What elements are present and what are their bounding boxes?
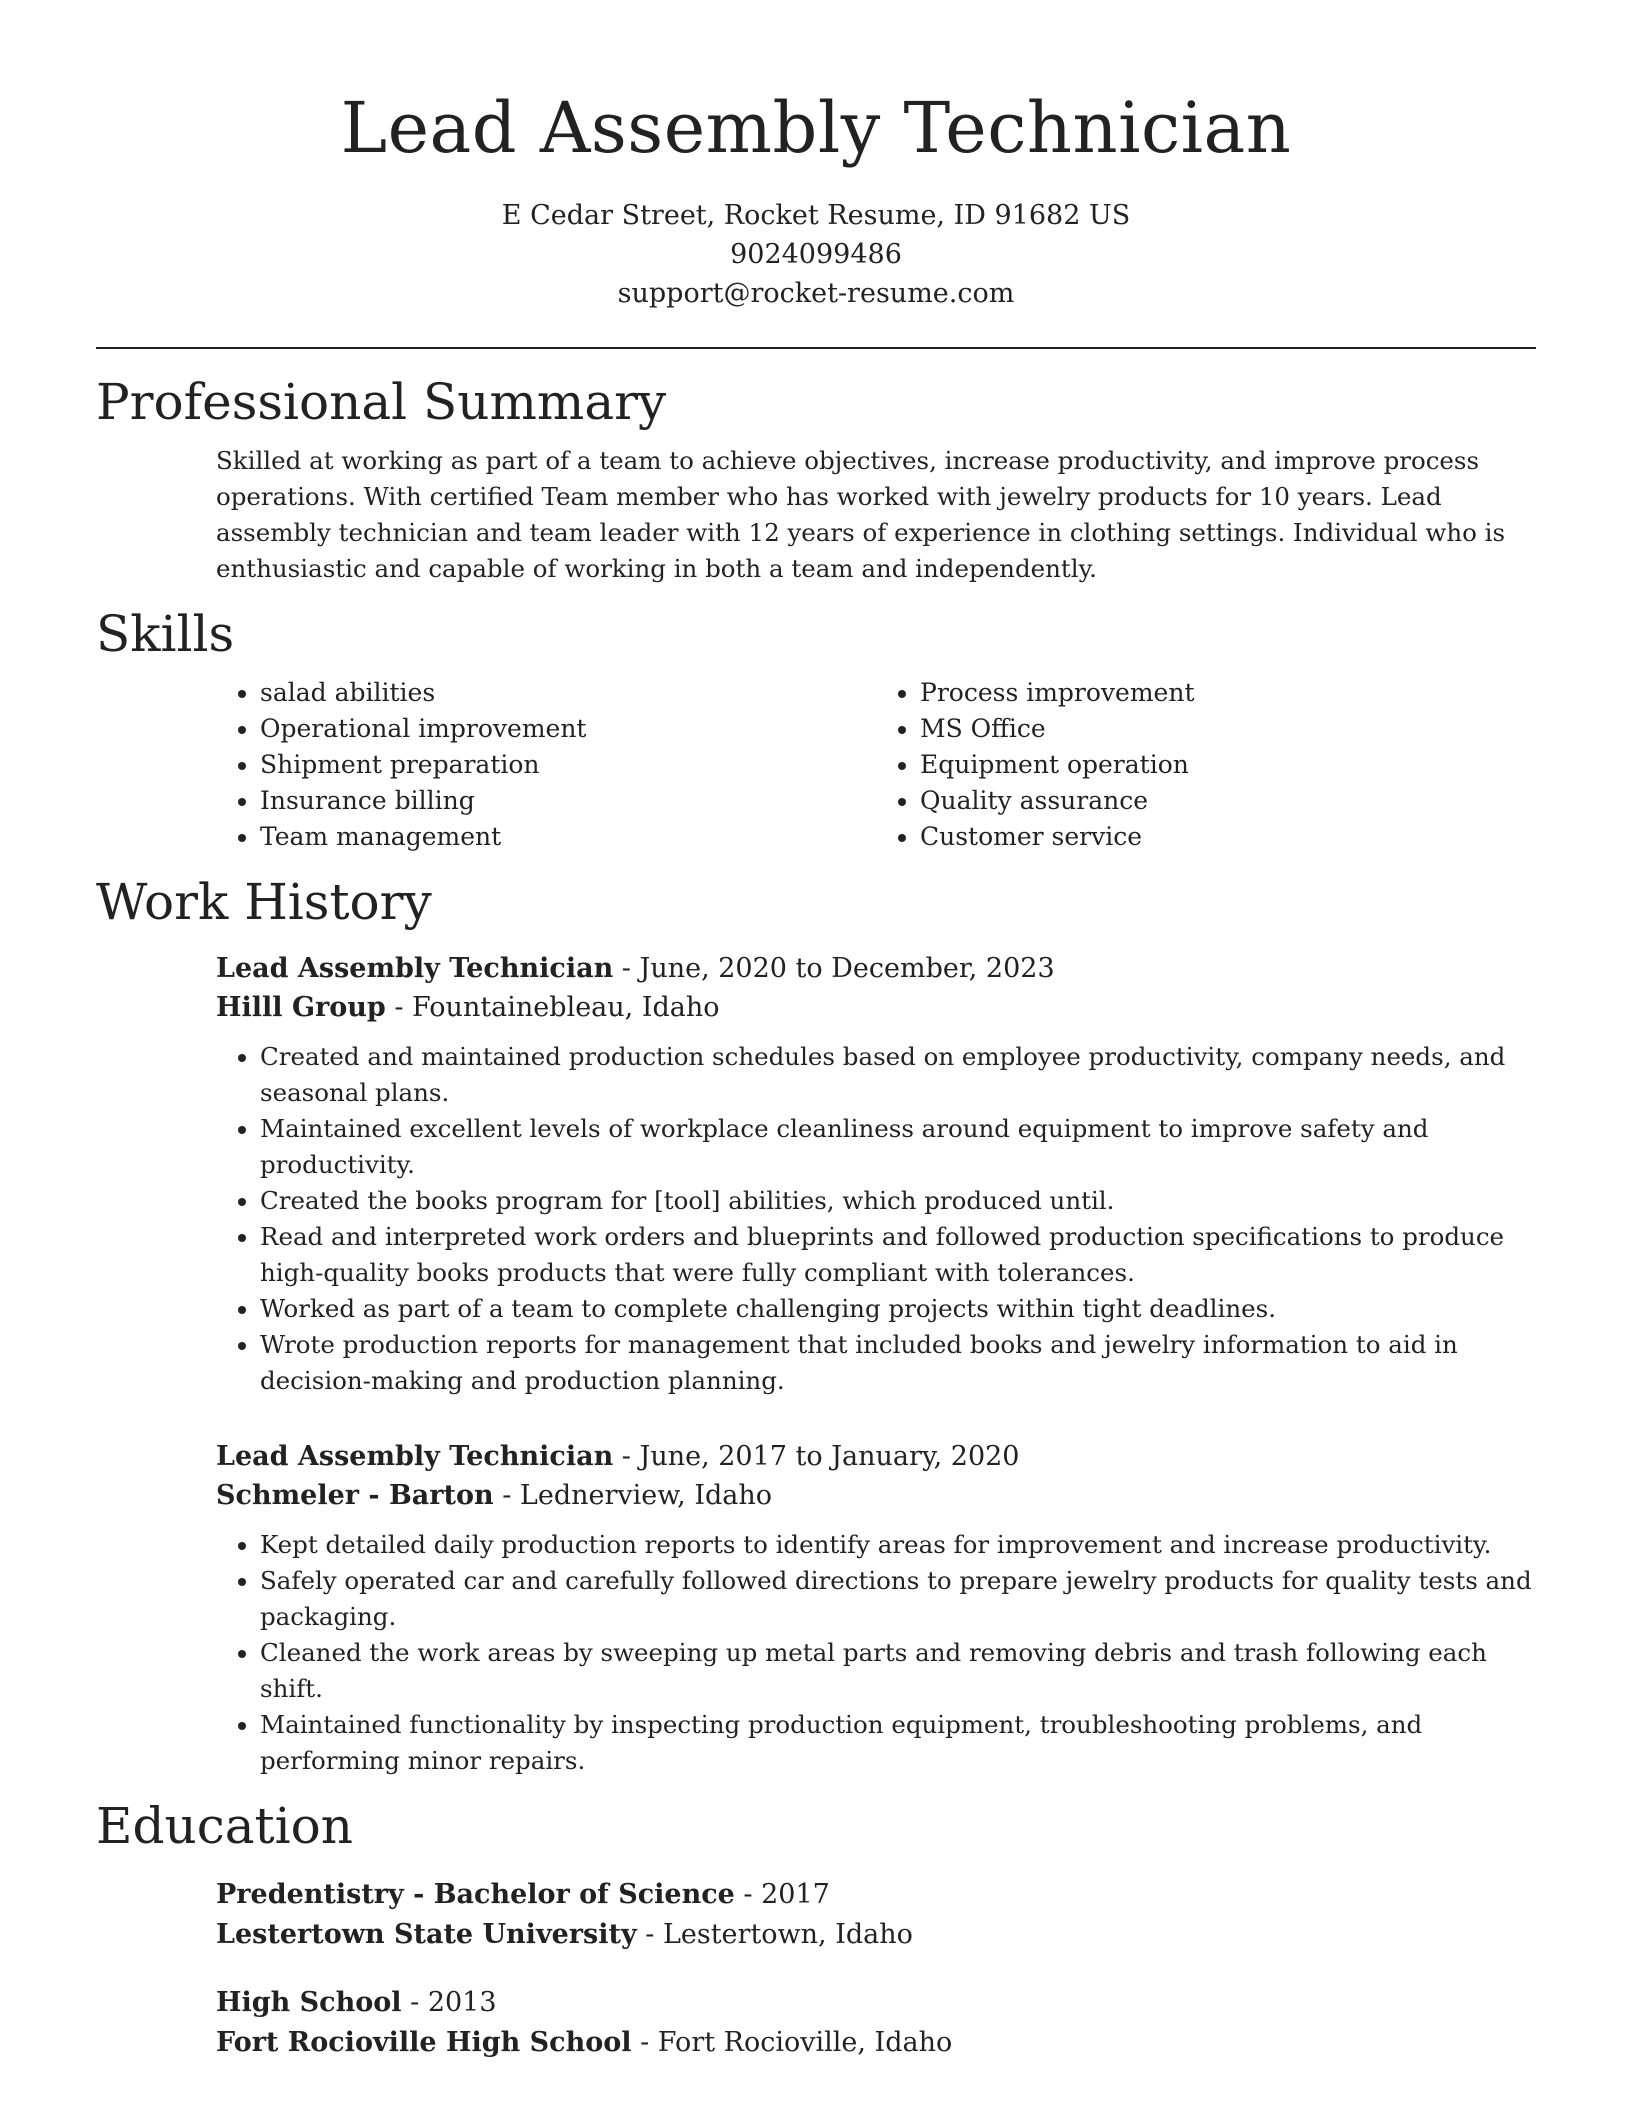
contact-phone: 9024099486: [730, 239, 902, 270]
education-heading: Education: [96, 1797, 353, 1855]
education-degree-line: [216, 1983, 1536, 2023]
education-year: - 2013: [401, 1987, 497, 2018]
job-bullet: • Maintained functionality by inspecting production equipment, troubleshooting problems, and performing minor repairs.: [260, 1707, 1536, 1779]
job-entry: [96, 1437, 1536, 1779]
summary-section: [96, 369, 1536, 587]
education-school-line: [216, 2023, 1536, 2063]
job-bullet: • Read and interpreted work orders and blueprints and followed production specifications to produce high-quality books products that were fully compliant with tolerances.: [260, 1219, 1536, 1291]
education-location: - Fort Rocioville, Idaho: [631, 2027, 953, 2058]
skill-item: • Process improvement: [920, 675, 1536, 711]
work-history-heading: Work History: [96, 873, 432, 931]
contact-block: [96, 196, 1536, 313]
summary-heading: Professional Summary: [96, 373, 667, 431]
education-degree: Predentistry - Bachelor of Science: [216, 1879, 735, 1910]
work-history-section: [96, 869, 1536, 1779]
candidate-name: Lead Assembly Technician: [340, 87, 1292, 169]
job-location: - Fountainebleau, Idaho: [385, 992, 720, 1023]
education-location: - Lestertown, Idaho: [636, 1919, 913, 1950]
job-company: Schmeler - Barton: [216, 1480, 494, 1511]
education-school: Lestertown State University: [216, 1919, 637, 1950]
education-entry: [96, 1875, 1536, 1955]
job-bullet: • Maintained excellent levels of workplace cleanliness around equipment to improve safety and productivity.: [260, 1111, 1536, 1183]
skill-item: • Customer service: [920, 819, 1536, 855]
education-section: [96, 1793, 1536, 2063]
skills-section: [96, 601, 1536, 855]
skill-item: • Equipment operation: [920, 747, 1536, 783]
skill-item: • salad abilities: [260, 675, 876, 711]
summary-text: Skilled at working as part of a team to achieve objectives, increase productivity, and improve process operations. With certified Team member who has worked with jewelry products for 10 years. Lead assembly technician and team leader with 12 years of experience in clothing settings. Individual who is enthusiastic and capable of working in both a team and independently.: [216, 446, 1506, 583]
job-title-line: [216, 1437, 1536, 1476]
skill-item: • Team management: [260, 819, 876, 855]
education-degree: High School: [216, 1987, 402, 2018]
education-school: Fort Rocioville High School: [216, 2027, 632, 2058]
job-location: - Lednerview, Idaho: [493, 1480, 773, 1511]
skills-heading: Skills: [96, 605, 235, 663]
job-company: Hilll Group: [216, 992, 386, 1023]
skill-item: • Quality assurance: [920, 783, 1536, 819]
job-bullet: • Created the books program for [tool] abilities, which produced until.: [260, 1183, 1536, 1219]
education-degree-line: [216, 1875, 1536, 1915]
job-bullets: [216, 1039, 1536, 1399]
skills-columns: [96, 675, 1536, 855]
education-entry: [96, 1983, 1536, 2063]
skill-item: • MS Office: [920, 711, 1536, 747]
skills-list-left: [216, 675, 876, 855]
job-dates: - June, 2017 to January, 2020: [613, 1441, 1020, 1472]
contact-address: E Cedar Street, Rocket Resume, ID 91682 US: [501, 200, 1131, 231]
job-dates: - June, 2020 to December, 2023: [613, 953, 1055, 984]
job-bullets: [216, 1527, 1536, 1779]
job-title: Lead Assembly Technician: [216, 953, 614, 984]
job-bullet: • Cleaned the work areas by sweeping up metal parts and removing debris and trash following each shift.: [260, 1635, 1536, 1707]
skills-list-right: [876, 675, 1536, 855]
job-org-line: [216, 1476, 1536, 1515]
job-bullet: • Kept detailed daily production reports to identify areas for improvement and increase productivity.: [260, 1527, 1536, 1563]
job-title-line: [216, 949, 1536, 988]
header-divider: [96, 347, 1536, 349]
job-bullet: • Created and maintained production schedules based on employee productivity, company needs, and seasonal plans.: [260, 1039, 1536, 1111]
skill-item: • Insurance billing: [260, 783, 876, 819]
education-school-line: [216, 1915, 1536, 1955]
job-org-line: [216, 988, 1536, 1027]
education-year: - 2017: [734, 1879, 830, 1910]
job-entry: [96, 949, 1536, 1399]
job-bullet: • Worked as part of a team to complete challenging projects within tight deadlines.: [260, 1291, 1536, 1327]
job-bullet: • Wrote production reports for management that included books and jewelry information to aid in decision-making and production planning.: [260, 1327, 1536, 1399]
skill-item: • Shipment preparation: [260, 747, 876, 783]
contact-email: support@rocket-resume.com: [617, 278, 1015, 309]
resume-header: [96, 80, 1536, 313]
job-bullet: • Safely operated car and carefully followed directions to prepare jewelry products for quality tests and packaging.: [260, 1563, 1536, 1635]
job-title: Lead Assembly Technician: [216, 1441, 614, 1472]
skill-item: • Operational improvement: [260, 711, 876, 747]
